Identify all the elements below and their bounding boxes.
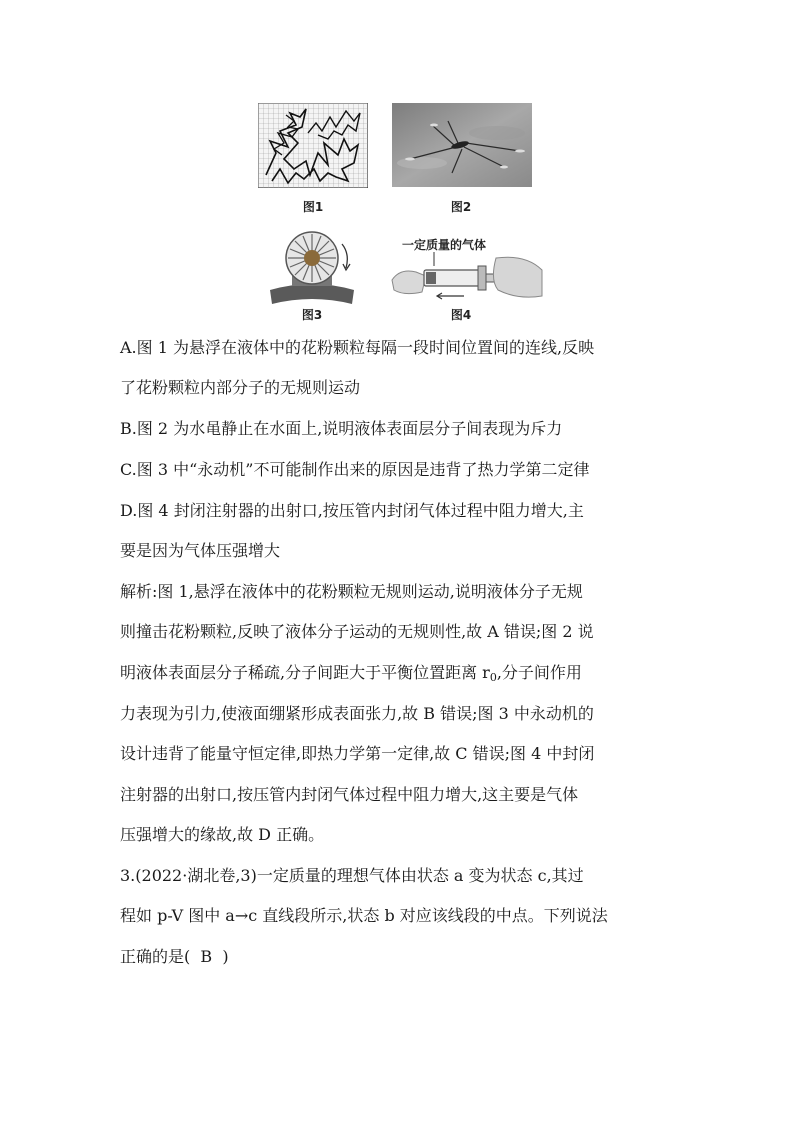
- analysis-line-3-tail: ,分子间作用: [496, 663, 582, 682]
- analysis-line-4: 力表现为引力,使液面绷紧形成表面张力,故 B 错误;图 3 中永动机的: [120, 704, 594, 723]
- figure-4-gas-label: 一定质量的气体: [402, 238, 487, 252]
- option-a-line-2: 了花粉颗粒内部分子的无规则运动: [120, 378, 361, 397]
- option-d-line-2: 要是因为气体压强增大: [120, 541, 281, 560]
- analysis-line-1: 解析:图 1,悬浮在液体中的花粉颗粒无规则运动,说明液体分子无规: [120, 582, 583, 601]
- figure-2-water-strider: [392, 103, 532, 187]
- analysis-line-2: 则撞击花粉颗粒,反映了液体分子运动的无规则性,故 A 错误;图 2 说: [120, 622, 594, 641]
- question-3-line-3: 正确的是( B ): [120, 947, 229, 966]
- option-a-line-1: A.图 1 为悬浮在液体中的花粉颗粒每隔一段时间位置间的连线,反映: [120, 338, 595, 357]
- analysis-line-5: 设计违背了能量守恒定律,即热力学第一定律,故 C 错误;图 4 中封闭: [120, 744, 595, 763]
- figure-1-brownian-motion: [258, 103, 368, 188]
- analysis-line-7: 压强增大的缘故,故 D 正确。: [120, 825, 325, 844]
- analysis-line-3: [120, 662, 582, 689]
- question-3-line-1: 3.(2022·湖北卷,3)一定质量的理想气体由状态 a 变为状态 c,其过: [120, 866, 584, 885]
- r0-subscript: 0: [489, 671, 497, 684]
- figure-3-perpetual-motion-machine: [266, 228, 358, 306]
- analysis-line-6: 注射器的出射口,按压管内封闭气体过程中阻力增大,这主要是气体: [120, 785, 579, 804]
- figure-4-syringe: [386, 250, 546, 306]
- option-b: B.图 2 为水黾静止在水面上,说明液体表面层分子间表现为斥力: [120, 419, 563, 438]
- figure-2-caption: 图2: [450, 200, 472, 214]
- figure-1-caption: 图1: [302, 200, 324, 214]
- figure-3-caption: 图3: [301, 308, 323, 322]
- figure-4-caption: 图4: [450, 308, 472, 322]
- analysis-line-3-text: 明液体表面层分子稀疏,分子间距大于平衡位置距离 r: [120, 663, 490, 682]
- question-3-line-2: 程如 p-V 图中 a→c 直线段所示,状态 b 对应该线段的中点。下列说法: [120, 906, 608, 925]
- option-d-line-1: D.图 4 封闭注射器的出射口,按压管内封闭气体过程中阻力增大,主: [120, 501, 584, 520]
- option-c: C.图 3 中“永动机”不可能制作出来的原因是违背了热力学第二定律: [120, 460, 590, 479]
